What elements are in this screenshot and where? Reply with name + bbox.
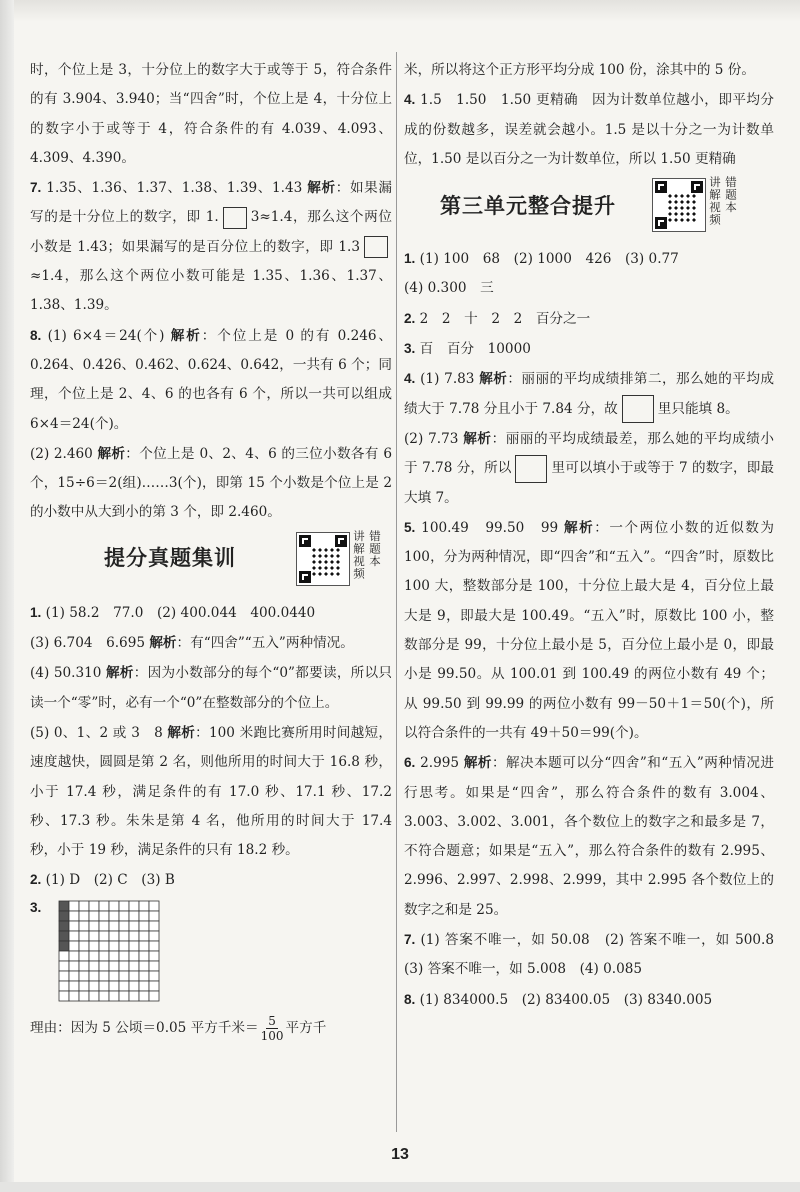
answer-text: (1) D (2) C (3) B [41, 872, 175, 889]
analysis-label: 解析 [167, 724, 196, 740]
grid-cell [89, 931, 99, 941]
fraction [261, 1014, 284, 1043]
analysis-label: 解析 [170, 327, 202, 343]
fraction-numerator: 5 [268, 1013, 276, 1028]
analysis-label: 解析 [479, 371, 508, 387]
question-number: 4. [404, 371, 416, 387]
answer-r5 [404, 513, 774, 748]
answer-text: 2.995 [415, 755, 464, 772]
question-number: 2. [404, 310, 416, 326]
question-number: 6. [404, 755, 416, 771]
question-number: 7. [30, 180, 42, 196]
qr-caption-text: 错题本 [368, 529, 382, 568]
reason-text: 理由：因为 5 公顷＝0.05 平方千米＝ [30, 1019, 259, 1036]
grid-cell [119, 971, 129, 981]
grid-cell [149, 971, 159, 981]
grid-cell [109, 921, 119, 931]
grid-cell [59, 981, 69, 991]
grid-cell [79, 991, 89, 1001]
qr-caption [352, 530, 381, 580]
grid-cell [79, 931, 89, 941]
answer-r3 [404, 334, 774, 364]
column-divider [396, 52, 397, 1132]
answer-s2 [30, 865, 392, 895]
analysis-text: ：个位上是 0、2、4、6 的三位小数各有 6 个，15÷6＝2(组)……3(个)，即第 15 个小数是个位上是 2 的小数中从大到小的第 3 个，即 2.460。 [30, 445, 392, 521]
grid-cell [109, 911, 119, 921]
grid-cell [69, 971, 79, 981]
grid-cell-shaded [59, 911, 69, 921]
answer-7 [30, 173, 392, 320]
blank-box [622, 395, 654, 423]
answer-text: (1) 7.83 [415, 371, 480, 388]
question-number: 1. [30, 604, 42, 620]
grid-cell [129, 911, 139, 921]
hundred-grid-svg [58, 900, 160, 1002]
analysis-label: 解析 [307, 180, 336, 196]
question-number: 3. [404, 341, 416, 357]
grid-cell [79, 921, 89, 931]
grid-cell [99, 901, 109, 911]
grid-cell [99, 911, 109, 921]
blank-box [515, 455, 547, 483]
grid-cell [89, 991, 99, 1001]
question-number: 5. [404, 519, 416, 535]
answer-s3 [30, 900, 392, 1014]
paragraph: 米，所以将这个正方形平均分成 100 份，涂其中的 5 份。 [404, 62, 755, 78]
analysis-label: 解析 [564, 519, 595, 535]
qr-caption [708, 176, 737, 226]
grid-cell [109, 971, 119, 981]
grid-cell [119, 931, 129, 941]
grid-cell [69, 961, 79, 971]
grid-cell [119, 961, 129, 971]
analysis-label: 解析 [97, 445, 126, 461]
grid-cell [129, 941, 139, 951]
answer-text: 1.35、1.36、1.37、1.38、1.39、1.43 [41, 180, 308, 197]
paragraph: 时，个位上是 3，十分位上的数字大于或等于 5，符合条件的有 3.904、3.940；当“四舍”时，个位上是 4，十分位上的数字小于或等于 4，符合条件的有 4.039、4.093、4.309、4.390。 [30, 62, 392, 166]
grid-cell [129, 901, 139, 911]
analysis-text: ：丽丽的平均成绩最差，那么她的平均成绩小于 7.78 分，所以 [404, 430, 775, 477]
analysis-text: 里只能填 8。 [657, 400, 739, 417]
answer-text: (2) 7.73 [404, 430, 464, 447]
grid-cell [139, 971, 149, 981]
grid-cell-shaded [59, 931, 69, 941]
answer-r4-1 [404, 364, 774, 424]
analysis-text: ：如果漏写的是十分位上的数字，即 1. [30, 180, 393, 226]
hundred-grid [58, 900, 160, 1002]
qr-code-icon[interactable] [296, 532, 350, 586]
grid-cell [89, 941, 99, 951]
reason-text: 平方千 [285, 1019, 327, 1036]
grid-cell [69, 931, 79, 941]
grid-cell [139, 921, 149, 931]
grid-cell [69, 991, 79, 1001]
answer-r2 [404, 304, 774, 334]
grid-cell [69, 901, 79, 911]
grid-cell [89, 951, 99, 961]
grid-cell [109, 961, 119, 971]
grid-cell [119, 981, 129, 991]
grid-cell [79, 981, 89, 991]
grid-cell [59, 961, 69, 971]
grid-cell [79, 971, 89, 981]
answer-text: (3) 6.704 6.695 [30, 635, 150, 652]
grid-cell [69, 911, 79, 921]
grid-cell [149, 981, 159, 991]
grid-cell [119, 941, 129, 951]
grid-cell [79, 951, 89, 961]
grid-cell [119, 901, 129, 911]
answer-text: (4) 50.310 [30, 665, 107, 682]
grid-cell [89, 961, 99, 971]
section-header [30, 528, 392, 598]
grid-cell [139, 951, 149, 961]
grid-cell [139, 901, 149, 911]
grid-cell [129, 951, 139, 961]
analysis-text: 3≈1.4，那么这个两位小数是 1.43；如果漏写的是百分位上的数字，即 1.3 [30, 209, 392, 255]
grid-cell [89, 901, 99, 911]
answer-s3-reason [30, 1014, 392, 1043]
grid-cell [139, 961, 149, 971]
grid-cell [129, 981, 139, 991]
grid-cell [149, 931, 159, 941]
right-column [404, 56, 788, 1015]
analysis-text: ：解决本题可以分“四舍”和“五入”两种情况进行思考。如果是“四舍”，那么符合条件的数有 3.004、3.003、3.002、3.001，各个数位上的数字之和最多是 7，不符合题意；如果是“五入”，那么符合条件的数有 2.995、2.996、2.997、2.998、2.999，其中 2.995 各个数位上的数字之和是 25。 [404, 755, 775, 918]
grid-cell [99, 961, 109, 971]
answer-text: 百 百分 10000 [415, 341, 531, 358]
grid-cell-shaded [59, 941, 69, 951]
grid-cell [139, 991, 149, 1001]
answer-text: 2 2 十 2 2 百分之一 [415, 310, 591, 327]
answer-r6 [404, 748, 774, 925]
grid-cell [149, 951, 159, 961]
grid-cell [149, 921, 159, 931]
grid-cell [99, 981, 109, 991]
grid-cell [129, 971, 139, 981]
grid-cell [109, 931, 119, 941]
grid-cell [59, 991, 69, 1001]
page-edge-top [14, 0, 800, 22]
grid-cell [149, 911, 159, 921]
qr-caption-text: 错题本 [724, 176, 738, 214]
qr-caption-text: 讲解视频 [352, 529, 366, 580]
grid-cell-shaded [59, 921, 69, 931]
grid-cell [109, 951, 119, 961]
grid-cell [79, 911, 89, 921]
question-number: 8. [404, 991, 416, 1007]
grid-cell [109, 991, 119, 1001]
analysis-label: 解析 [463, 430, 492, 446]
grid-cell [119, 911, 129, 921]
analysis-label: 解析 [463, 755, 492, 771]
grid-cell [89, 921, 99, 931]
answer-8-2 [30, 439, 392, 528]
qr-caption-text: 讲解视频 [708, 176, 722, 227]
answer-r1-4: (4) 0.300 三 [404, 280, 494, 297]
answer-text: 1.5 1.50 1.50 更精确 [415, 92, 579, 109]
analysis-text: ：一个两位小数的近似数为 100，分为两种情况，即“四舍”和“五入”。“四舍”时，原数比 100 大，整数部分是 100，十分位上最大是 4，百分位上最大是 9，即最大是 100.49。“五入”时，原数比 100 小，整数部分是 99，十分位上最小是 5，百分位上最小是 0，即最小是 99.50。从 100.01 到 100.49 的两位小数有 49 个；从 99.50 到 99.99 的两位小数有 99－50＋1＝50(个)，所以符合条件的一共有 49＋50＝99(个)。 [404, 519, 775, 741]
answer-s1-4 [30, 658, 392, 718]
grid-cell [109, 941, 119, 951]
grid-cell [119, 921, 129, 931]
grid-cell [79, 901, 89, 911]
grid-cell [59, 971, 69, 981]
grid-cell [89, 981, 99, 991]
page-edge-left [0, 0, 14, 1192]
answer-r4-2 [404, 424, 774, 513]
analysis-text: ：100 米跑比赛所用时间越短，速度越快，圆圆是第 2 名，则他所用的时间大于 16.8 秒，小于 17.4 秒，满足条件的有 17.0 秒、17.1 秒、17.2 秒、17.3 秒。朱朱是第 4 名，他所用的时间大于 17.4 秒，小于 19 秒，满足条件的只有 18.2 秒。 [30, 724, 392, 859]
answer-s1-3 [30, 628, 392, 658]
answer-text: (1) 58.2 77.0 (2) 400.044 400.0440 [41, 604, 316, 621]
grid-cell [129, 961, 139, 971]
blank-box [223, 207, 247, 229]
analysis-label: 解析 [106, 665, 134, 681]
grid-cell-shaded [59, 901, 69, 911]
grid-cell [119, 991, 129, 1001]
grid-cell [99, 971, 109, 981]
analysis-text: ：丽丽的平均成绩排第二，那么她的平均成绩大于 7.78 分且小于 7.84 分，故 [404, 371, 775, 417]
analysis-text: ：因为小数部分的每个“0”都要读，所以只读一个“零”时，必有一个“0”在整数部分的个位上。 [30, 665, 393, 711]
answer-s1-5 [30, 718, 392, 865]
grid-cell [139, 911, 149, 921]
page-number: 13 [391, 1146, 409, 1163]
question-number: 1. [404, 251, 416, 267]
grid-cell [89, 971, 99, 981]
grid-cell [99, 931, 109, 941]
grid-cell [69, 921, 79, 931]
grid-cell [109, 901, 119, 911]
grid-cell [139, 931, 149, 941]
grid-cell [119, 951, 129, 961]
analysis-text: ：个位上是 0 的有 0.246、0.264、0.426、0.462、0.624、0.642，一共有 6 个；同理，个位上是 2、4、6 的也各有 6 个，所以一共可以组成 6×4＝24(个)。 [30, 327, 393, 432]
grid-cell [149, 941, 159, 951]
analysis-text: ≈1.4，那么这个两位小数可能是 1.35、1.36、1.37、1.38、1.39。 [30, 268, 392, 314]
grid-cell [99, 921, 109, 931]
grid-cell [69, 981, 79, 991]
answer-r1 [404, 244, 774, 274]
answer-r8 [404, 985, 774, 1015]
grid-cell [69, 951, 79, 961]
answer-text: (5) 0、1、2 或 3 8 [30, 724, 168, 741]
blank-box [364, 236, 388, 258]
grid-cell [129, 931, 139, 941]
question-number: 3. [30, 899, 42, 915]
section-title: 第三单元整合提升 [440, 194, 616, 219]
grid-cell [59, 951, 69, 961]
grid-cell [79, 961, 89, 971]
grid-cell [79, 941, 89, 951]
grid-cell [99, 941, 109, 951]
grid-cell [99, 951, 109, 961]
page-edge-bottom [0, 1182, 800, 1192]
analysis-text: 因为计数单位越小，即平均分成的份数越多，误差就会越小。1.5 是以十分之一为计数单位，1.50 是以百分之一为计数单位，所以 1.50 更精确 [404, 92, 775, 167]
grid-cell [139, 941, 149, 951]
grid-cell [89, 911, 99, 921]
answer-text: 100.49 99.50 99 [415, 519, 565, 536]
answer-text: (1) 100 68 (2) 1000 426 (3) 0.77 [415, 251, 679, 268]
answer-8-1 [30, 321, 392, 439]
answer-s1 [30, 598, 392, 628]
answer-r7 [404, 925, 788, 985]
grid-cell [109, 981, 119, 991]
analysis-label: 解析 [149, 635, 177, 651]
answer-text: (2) 2.460 [30, 445, 98, 462]
grid-cell [149, 901, 159, 911]
section-header [404, 174, 774, 244]
answer-4 [404, 85, 774, 174]
answer-text: (1) 答案不唯一，如 50.08 (2) 答案不唯一，如 500.8 (3) 答案不唯一，如 5.008 (4) 0.085 [404, 932, 788, 978]
grid-cell [69, 941, 79, 951]
grid-cell [149, 991, 159, 1001]
grid-cell [149, 961, 159, 971]
analysis-text: ：有“四舍”“五入”两种情况。 [176, 635, 354, 652]
qr-code-icon[interactable] [652, 178, 706, 232]
grid-cell [139, 981, 149, 991]
fraction-denominator: 100 [260, 1028, 284, 1043]
left-column [30, 56, 392, 1043]
question-number: 8. [30, 327, 42, 343]
grid-cell [99, 991, 109, 1001]
question-number: 2. [30, 872, 42, 888]
answer-text: (1) 834000.5 (2) 83400.05 (3) 8340.005 [415, 991, 713, 1008]
grid-cell [129, 921, 139, 931]
grid-cell [129, 991, 139, 1001]
section-title: 提分真题集训 [104, 545, 236, 570]
answer-text: (1) 6×4＝24(个) [41, 327, 171, 344]
question-number: 4. [404, 92, 416, 108]
analysis-text: 里可以填小于或等于 7 的数字，即最大填 7。 [404, 460, 774, 506]
question-number: 7. [404, 932, 416, 948]
